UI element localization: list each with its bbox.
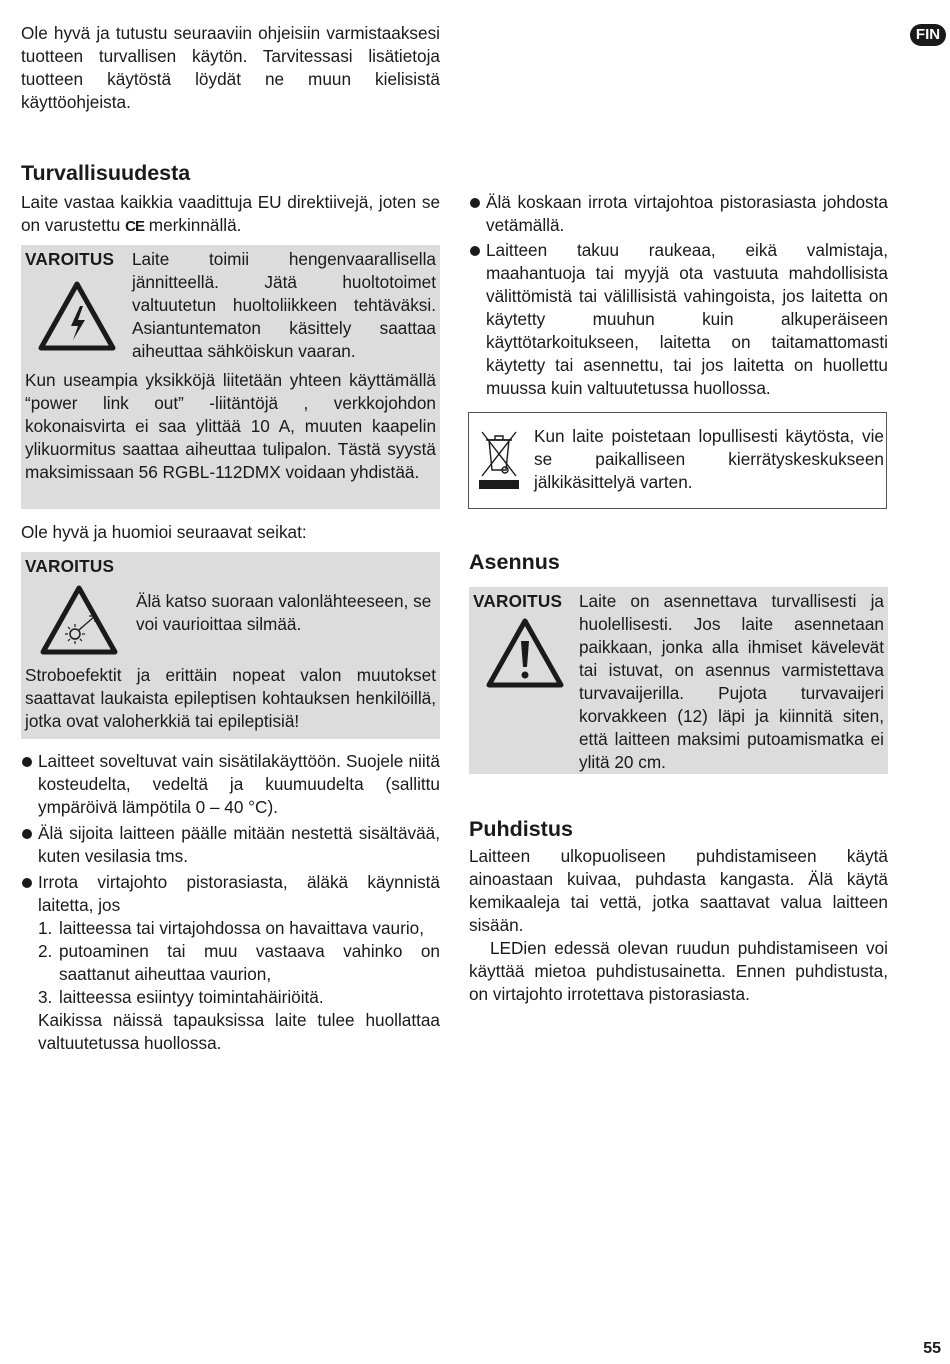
safety-bullet-list [21,750,440,1055]
warning-label: VAROITUS [25,249,115,269]
ce-text-before: Laite vastaa kaikkia vaadittuja EU direktiivejä, joten se on varustettu [21,192,440,235]
cleaning-section [469,845,888,1006]
list-item: Laitteet soveltuvat vain sisätilakäyttöön. Suojele niitä kosteudelta, vedeltä ja kuumuudelta (sallittu ympäröivä lämpötila 0 – 40 °C). [21,750,440,819]
installation-heading: Asennus [469,550,560,574]
cleaning-paragraph: Laitteen ulkopuoliseen puhdistamiseen käytä ainoastaan kuivaa, puhdasta kangasta. Älä käytä kemikaaleja tai vettä, jotka saattavat valua laitteen sisään. [469,846,888,935]
warning-box-electric [21,245,440,509]
item-text: laitteessa esiintyy toimintahäiriöitä. [59,987,324,1007]
warning-box-light [21,552,440,739]
right-bullet-list [469,191,888,400]
item-number: 2. [38,941,53,961]
safety-heading: Turvallisuudesta [21,161,191,185]
item-number: 3. [38,987,53,1007]
item-number: 1. [38,918,53,938]
note-intro: Ole hyvä ja huomioi seuraavat seikat: [21,522,307,542]
weee-bin-icon [478,426,520,490]
recycling-text: Kun laite poistetaan lopullisesti käytösta, vie se paikalliseen kierrätyskeskukseen jälkikäsittelyä varten. [534,426,884,492]
list-item: Älä sijoita laitteen päälle mitään nestettä sisältävää, kuten vesilasia tms. [21,822,440,868]
warning-text: Älä katso suoraan valonlähteeseen, se voi vaurioittaa silmää. [136,591,432,634]
warning-text: Laite on asennettava turvallisesti ja huolellisesti. Jos laite asennetaan paikkaan, jonka alla ihmiset kävelevät tai istuvat, on asennus varmistettava turvavaijerilla. Pujota turvavaijeri korvakkeen (12) läpi ja kiinnitä siten, että laitteen maksimi putoamismatka ei ylitä 20 cm. [579,591,884,772]
ce-statement [21,191,440,238]
list-item: Irrota virtajohto pistorasiasta, äläkä käynnistä laitetta, jos [21,871,440,917]
cleaning-paragraph: LEDien edessä olevan ruudun puhdistamiseen voi käyttää mietoa puhdistusainetta. Ennen puhdistusta, on virtajohto irrotettava pistorasiasta. [469,938,888,1004]
language-badge: FIN [910,24,946,46]
numbered-item [38,940,440,986]
installation-warning-box [469,587,888,774]
ce-mark-icon: CE [125,218,144,235]
recycling-notice-box [468,412,887,509]
cleaning-heading: Puhdistus [469,817,573,841]
item-text: laitteessa tai virtajohdossa on havaittava vaurio, [59,918,424,938]
item-text: putoaminen tai muu vastaava vahinko on saattanut aiheuttaa vaurion, [59,941,440,984]
warning-label: VAROITUS [25,556,115,576]
warning-body: Kun useampia yksikköjä liitetään yhteen käyttämällä “power link out” -liitäntöjä , verkkojohdon kokonaisvirta ei saa ylittää 10 A, muuten kaapelin ylikuormitus saattaa aiheuttaa tulipalon. Tästä syystä maksimissaan 56 RGBL-112DMX voidaan yhdistää. [25,370,436,482]
numbered-item [38,917,440,940]
list-item: Laitteen takuu raukeaa, eikä valmistaja, maahantuoja tai myyjä ota vastuuta mahdollisista välittömistä tai välillisistä vahingoista, jos laitetta on käytetty muuhun kuin alkuperäiseen käyttötarkoitukseen, laitetta on taitamattomasti käytetty tai asennettu, tai jos laitetta on huollettu muussa kuin valtuutetussa huollossa. [469,239,888,400]
warning-label: VAROITUS [473,591,563,611]
numbered-outro: Kaikissa näissä tapauksissa laite tulee huollattaa valtuutetussa huollossa. [38,1010,440,1053]
laser-light-warning-icon [39,584,119,656]
caution-icon [485,617,565,689]
page-number: 55 [923,1340,941,1357]
warning-body: Stroboefektit ja erittäin nopeat valon muutokset saattavat laukaista epileptisen kohtauksen henkilöillä, jotka ovat valoherkkiä tai epileptisiä! [25,665,436,731]
intro-text: Ole hyvä ja tutustu seuraaviin ohjeisiin varmistaaksesi tuotteen turvallisen käytön. Tarvitessasi lisätietoja tuotteen käytöstä löydät ne muun kielisistä käyttöohjeista. [21,23,440,112]
list-item: Älä koskaan irrota virtajohtoa pistorasiasta johdosta vetämällä. [469,191,888,237]
high-voltage-icon [37,280,117,352]
warning-text: Laite toimii hengenvaarallisella jännitteellä. Jätä huoltotoimet valtuutetun huoltoliikkeen tehtäväksi. Asiantuntematon käsittely saattaa aiheuttaa sähköiskun vaaran. [132,249,436,361]
ce-text-after: merkinnällä. [148,215,242,235]
numbered-list [21,917,440,1055]
numbered-item [38,986,440,1009]
